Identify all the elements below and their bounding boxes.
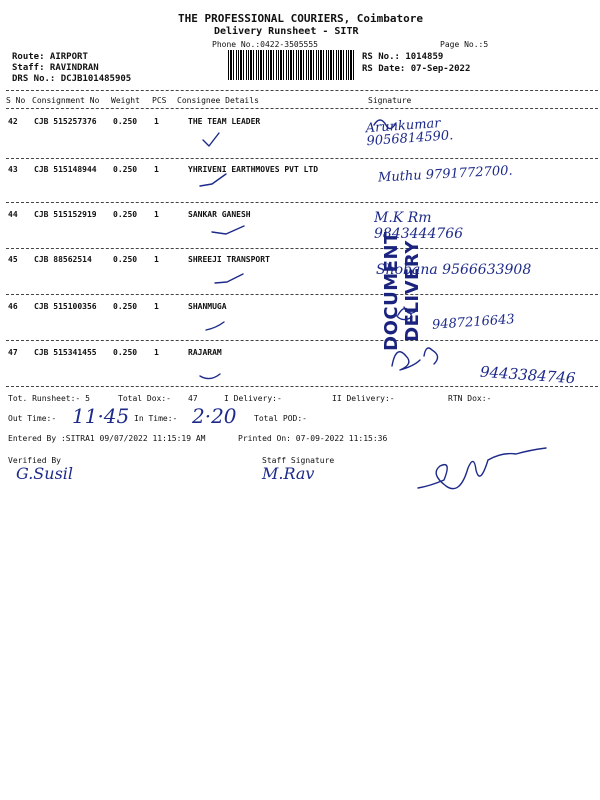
row-consignment: CJB 515148944 <box>34 165 97 174</box>
row-sno: 46 <box>8 302 18 311</box>
check-mark-icon <box>200 374 220 379</box>
col-consignee: Consignee Details <box>177 96 259 105</box>
row-signature: M.K Rm 9843444766 <box>374 210 464 242</box>
verified-signature: G.Susil <box>16 464 74 483</box>
signature-scribble <box>374 120 396 129</box>
ii-delivery: II Delivery:- <box>332 394 395 403</box>
out-time-label: Out Time:- <box>8 414 57 423</box>
row-pcs: 1 <box>154 117 159 126</box>
document-delivery-stamp: DOCUMENT DELIVERY <box>381 231 423 351</box>
row-consignment: CJB 515100356 <box>34 302 97 311</box>
row-pcs: 1 <box>154 255 159 264</box>
rs-date: RS Date: 07-Sep-2022 <box>362 64 471 74</box>
row-consignee: SANKAR GANESH <box>188 210 251 219</box>
row-pcs: 1 <box>154 348 159 357</box>
in-time-value: 2·20 <box>192 404 237 428</box>
staff-signature-label: Staff Signature <box>262 456 335 465</box>
row-consignee: THE TEAM LEADER <box>188 117 261 126</box>
row-sno: 44 <box>8 210 18 219</box>
row-consignment: CJB 515341455 <box>34 348 97 357</box>
row-signature: Shobana 9566633908 <box>376 262 532 278</box>
company-name: THE PROFESSIONAL COURIERS, Coimbatore <box>178 12 424 25</box>
row-consignment: CJB 515257376 <box>34 117 97 126</box>
row-weight: 0.250 <box>113 210 138 219</box>
row-pcs: 1 <box>154 302 159 311</box>
row-sno: 45 <box>8 255 18 264</box>
in-time-label: In Time:- <box>134 414 178 423</box>
row-signature: 9487216643 <box>431 312 516 333</box>
col-pcs: PCS <box>152 96 167 105</box>
verified-by-label: Verified By <box>8 456 61 465</box>
entered-by: Entered By :SITRA1 09/07/2022 11:15:19 AM <box>8 434 206 443</box>
col-weight: Weight <box>111 96 140 105</box>
row-weight: 0.250 <box>113 302 138 311</box>
check-mark-icon <box>206 322 224 330</box>
total-dox-label: Total Dox:- <box>118 394 171 403</box>
row-consignment: CJB 515152919 <box>34 210 97 219</box>
col-consignment: Consignment No <box>32 96 100 105</box>
row-weight: 0.250 <box>113 117 138 126</box>
row-weight: 0.250 <box>113 255 138 264</box>
total-runsheet: Tot. Runsheet:- 5 <box>8 394 90 403</box>
row-pcs: 1 <box>154 165 159 174</box>
row-signature: 9443384746 <box>479 362 576 388</box>
row-consignee: SHANMUGA <box>188 302 227 311</box>
row-sno: 47 <box>8 348 18 357</box>
staff: Staff: RAVINDRAN <box>12 63 99 73</box>
page-number: Page No.:5 <box>440 40 489 49</box>
row-signature: Muthu 9791772700. <box>377 163 513 186</box>
check-mark-icon <box>215 274 243 283</box>
route: Route: AIRPORT <box>12 52 88 62</box>
col-sno: S No <box>6 96 26 105</box>
row-consignee: RAJARAM <box>188 348 222 357</box>
row-consignee: SHREEJI TRANSPORT <box>188 255 270 264</box>
i-delivery: I Delivery:- <box>224 394 282 403</box>
rs-number: RS No.: 1014859 <box>362 52 444 62</box>
printed-on: Printed On: 07-09-2022 11:15:36 <box>238 434 388 443</box>
row-consignee: YHRIVENI EARTHMOVES PVT LTD <box>188 165 319 174</box>
row-consignment: CJB 88562514 <box>34 255 92 264</box>
rtn-dox: RTN Dox:- <box>448 394 492 403</box>
row-signature: Arunkumar 9056814590. <box>365 116 454 150</box>
row-weight: 0.250 <box>113 165 138 174</box>
runsheet-title: Delivery Runsheet - SITR <box>214 26 359 37</box>
check-mark-icon <box>203 133 219 146</box>
check-mark-icon <box>212 226 244 234</box>
row-pcs: 1 <box>154 210 159 219</box>
staff-signature: M.Rav <box>262 464 315 483</box>
drs-number: DRS No.: DCJB101485905 <box>12 74 132 84</box>
total-pod: Total POD:- <box>254 414 307 423</box>
out-time-value: 11·45 <box>72 404 130 428</box>
signature-scribble <box>418 448 546 489</box>
phone-number: Phone No.:0422-3505555 <box>212 40 318 49</box>
total-dox-value: 47 <box>188 394 198 403</box>
row-sno: 42 <box>8 117 18 126</box>
check-mark-icon <box>200 174 226 186</box>
col-signature: Signature <box>368 96 412 105</box>
row-sno: 43 <box>8 165 18 174</box>
row-weight: 0.250 <box>113 348 138 357</box>
